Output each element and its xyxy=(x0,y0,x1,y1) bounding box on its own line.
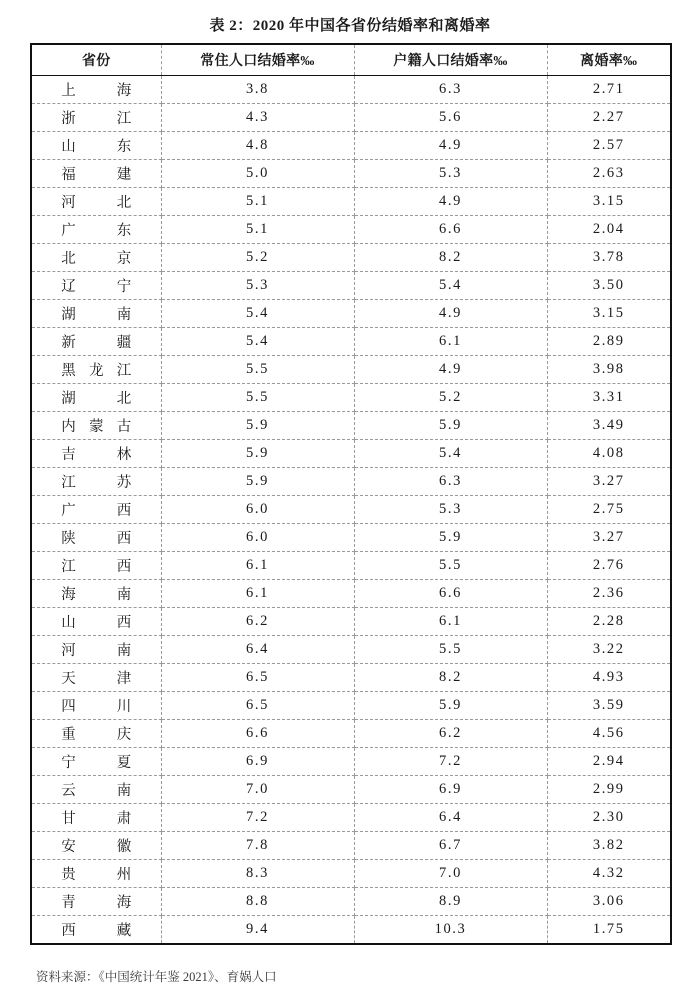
cell-resident-marriage-rate xyxy=(161,776,354,804)
value-text: 2.36 xyxy=(592,585,625,601)
cell-province xyxy=(31,216,161,244)
cell-registered-marriage-rate xyxy=(354,636,547,664)
value-text: 6.2 xyxy=(439,725,462,741)
cell-registered-marriage-rate xyxy=(354,104,547,132)
cell-province xyxy=(31,468,161,496)
table-row xyxy=(31,132,671,160)
table-row xyxy=(31,468,671,496)
value-text: 2.99 xyxy=(592,781,625,797)
province-label: 上 海 xyxy=(61,83,132,99)
cell-province xyxy=(31,552,161,580)
value-text: 7.8 xyxy=(246,837,269,853)
table-row xyxy=(31,748,671,776)
cell-divorce-rate xyxy=(547,664,671,692)
value-text: 3.27 xyxy=(592,473,625,489)
source-note: 资料来源：《中国统计年鉴 2021》、育娲人口 xyxy=(36,970,277,984)
table-row xyxy=(31,524,671,552)
cell-province xyxy=(31,412,161,440)
province-label: 山 西 xyxy=(61,615,132,631)
value-text: 5.2 xyxy=(439,389,462,405)
cell-province xyxy=(31,888,161,916)
table-row xyxy=(31,832,671,860)
cell-registered-marriage-rate xyxy=(354,412,547,440)
value-text: 6.0 xyxy=(246,501,269,517)
cell-resident-marriage-rate xyxy=(161,468,354,496)
cell-province xyxy=(31,384,161,412)
value-text: 5.5 xyxy=(246,389,269,405)
cell-resident-marriage-rate xyxy=(161,748,354,776)
cell-registered-marriage-rate xyxy=(354,384,547,412)
cell-province xyxy=(31,776,161,804)
value-text: 3.15 xyxy=(592,305,625,321)
province-label: 河 北 xyxy=(61,195,132,211)
cell-registered-marriage-rate xyxy=(354,664,547,692)
cell-divorce-rate xyxy=(547,832,671,860)
cell-province xyxy=(31,692,161,720)
cell-registered-marriage-rate xyxy=(354,832,547,860)
cell-registered-marriage-rate xyxy=(354,916,547,945)
table-row xyxy=(31,692,671,720)
cell-registered-marriage-rate xyxy=(354,160,547,188)
value-text: 2.63 xyxy=(592,165,625,181)
value-text: 8.2 xyxy=(439,669,462,685)
cell-resident-marriage-rate xyxy=(161,160,354,188)
value-text: 1.75 xyxy=(592,921,625,937)
value-text: 2.27 xyxy=(592,109,625,125)
cell-province xyxy=(31,160,161,188)
value-text: 7.0 xyxy=(439,865,462,881)
cell-divorce-rate xyxy=(547,720,671,748)
cell-divorce-rate xyxy=(547,888,671,916)
table-row xyxy=(31,860,671,888)
value-text: 5.4 xyxy=(246,305,269,321)
value-text: 5.9 xyxy=(246,445,269,461)
value-text: 6.4 xyxy=(439,809,462,825)
table-header-row xyxy=(31,44,671,76)
cell-resident-marriage-rate xyxy=(161,272,354,300)
cell-divorce-rate xyxy=(547,468,671,496)
value-text: 6.0 xyxy=(246,529,269,545)
cell-divorce-rate xyxy=(547,804,671,832)
column-header-resident-marriage-rate: 常住人口结婚率‰ xyxy=(161,44,354,76)
value-text: 5.4 xyxy=(246,333,269,349)
value-text: 3.50 xyxy=(592,277,625,293)
value-text: 6.3 xyxy=(439,473,462,489)
cell-resident-marriage-rate xyxy=(161,804,354,832)
province-label: 天 津 xyxy=(61,671,132,687)
cell-divorce-rate xyxy=(547,860,671,888)
value-text: 3.82 xyxy=(592,837,625,853)
cell-registered-marriage-rate xyxy=(354,272,547,300)
cell-divorce-rate xyxy=(547,524,671,552)
cell-resident-marriage-rate xyxy=(161,580,354,608)
value-text: 5.9 xyxy=(246,473,269,489)
cell-province xyxy=(31,804,161,832)
value-text: 5.9 xyxy=(246,417,269,433)
cell-divorce-rate xyxy=(547,76,671,104)
cell-registered-marriage-rate xyxy=(354,76,547,104)
table-row xyxy=(31,552,671,580)
table-header xyxy=(31,44,671,76)
cell-registered-marriage-rate xyxy=(354,776,547,804)
province-label: 云 南 xyxy=(61,783,132,799)
table-row xyxy=(31,356,671,384)
value-text: 4.56 xyxy=(592,725,625,741)
cell-resident-marriage-rate xyxy=(161,720,354,748)
cell-divorce-rate xyxy=(547,160,671,188)
cell-divorce-rate xyxy=(547,636,671,664)
value-text: 3.27 xyxy=(592,529,625,545)
cell-province xyxy=(31,440,161,468)
cell-resident-marriage-rate xyxy=(161,916,354,945)
province-label: 福 建 xyxy=(61,167,132,183)
cell-registered-marriage-rate xyxy=(354,580,547,608)
table-row xyxy=(31,384,671,412)
value-text: 2.57 xyxy=(592,137,625,153)
value-text: 8.2 xyxy=(439,249,462,265)
province-label: 安 徽 xyxy=(61,839,132,855)
value-text: 6.9 xyxy=(439,781,462,797)
value-text: 5.6 xyxy=(439,109,462,125)
table-body xyxy=(31,76,671,945)
value-text: 6.1 xyxy=(246,557,269,573)
value-text: 6.1 xyxy=(439,333,462,349)
province-label: 广 东 xyxy=(61,223,132,239)
value-text: 3.78 xyxy=(592,249,625,265)
province-label: 山 东 xyxy=(61,139,132,155)
cell-registered-marriage-rate xyxy=(354,468,547,496)
cell-resident-marriage-rate xyxy=(161,440,354,468)
value-text: 2.71 xyxy=(592,81,625,97)
table-row xyxy=(31,188,671,216)
cell-resident-marriage-rate xyxy=(161,888,354,916)
cell-resident-marriage-rate xyxy=(161,76,354,104)
province-label: 四 川 xyxy=(61,699,132,715)
province-label: 内蒙古 xyxy=(61,419,132,435)
value-text: 8.8 xyxy=(246,893,269,909)
cell-registered-marriage-rate xyxy=(354,440,547,468)
cell-registered-marriage-rate xyxy=(354,860,547,888)
table-row xyxy=(31,272,671,300)
table-row xyxy=(31,160,671,188)
value-text: 5.2 xyxy=(246,249,269,265)
value-text: 5.4 xyxy=(439,445,462,461)
cell-resident-marriage-rate xyxy=(161,832,354,860)
value-text: 3.49 xyxy=(592,417,625,433)
value-text: 4.93 xyxy=(592,669,625,685)
table-row xyxy=(31,608,671,636)
value-text: 5.4 xyxy=(439,277,462,293)
cell-registered-marriage-rate xyxy=(354,300,547,328)
cell-registered-marriage-rate xyxy=(354,132,547,160)
value-text: 5.9 xyxy=(439,529,462,545)
value-text: 7.0 xyxy=(246,781,269,797)
cell-registered-marriage-rate xyxy=(354,524,547,552)
cell-resident-marriage-rate xyxy=(161,524,354,552)
value-text: 2.04 xyxy=(592,221,625,237)
cell-resident-marriage-rate xyxy=(161,636,354,664)
cell-divorce-rate xyxy=(547,188,671,216)
cell-province xyxy=(31,188,161,216)
province-label: 广 西 xyxy=(61,503,132,519)
value-text: 6.6 xyxy=(246,725,269,741)
province-label: 海 南 xyxy=(61,587,132,603)
column-header-province: 省份 xyxy=(31,44,161,76)
province-label: 黑龙江 xyxy=(61,363,132,379)
cell-registered-marriage-rate xyxy=(354,328,547,356)
value-text: 5.3 xyxy=(246,277,269,293)
cell-resident-marriage-rate xyxy=(161,244,354,272)
table-row xyxy=(31,104,671,132)
value-text: 3.98 xyxy=(592,361,625,377)
cell-resident-marriage-rate xyxy=(161,552,354,580)
table-row xyxy=(31,76,671,104)
marriage-divorce-rate-table xyxy=(30,43,672,945)
value-text: 6.7 xyxy=(439,837,462,853)
value-text: 8.9 xyxy=(439,893,462,909)
cell-divorce-rate xyxy=(547,552,671,580)
cell-province xyxy=(31,748,161,776)
cell-province xyxy=(31,860,161,888)
cell-province xyxy=(31,244,161,272)
cell-resident-marriage-rate xyxy=(161,496,354,524)
table-row xyxy=(31,580,671,608)
value-text: 2.30 xyxy=(592,809,625,825)
value-text: 6.3 xyxy=(439,81,462,97)
cell-divorce-rate xyxy=(547,216,671,244)
value-text: 3.22 xyxy=(592,641,625,657)
cell-registered-marriage-rate xyxy=(354,496,547,524)
cell-province xyxy=(31,720,161,748)
value-text: 5.5 xyxy=(439,557,462,573)
value-text: 2.76 xyxy=(592,557,625,573)
province-label: 青 海 xyxy=(61,895,132,911)
cell-province xyxy=(31,104,161,132)
value-text: 4.3 xyxy=(246,109,269,125)
cell-divorce-rate xyxy=(547,104,671,132)
table-row xyxy=(31,440,671,468)
value-text: 4.08 xyxy=(592,445,625,461)
cell-province xyxy=(31,664,161,692)
cell-province xyxy=(31,76,161,104)
value-text: 5.9 xyxy=(439,417,462,433)
value-text: 2.89 xyxy=(592,333,625,349)
value-text: 5.3 xyxy=(439,501,462,517)
cell-registered-marriage-rate xyxy=(354,692,547,720)
value-text: 6.6 xyxy=(439,585,462,601)
cell-province xyxy=(31,328,161,356)
value-text: 6.2 xyxy=(246,613,269,629)
value-text: 4.32 xyxy=(592,865,625,881)
cell-resident-marriage-rate xyxy=(161,356,354,384)
province-label: 贵 州 xyxy=(61,867,132,883)
province-label: 辽 宁 xyxy=(61,279,132,295)
value-text: 5.5 xyxy=(439,641,462,657)
value-text: 4.9 xyxy=(439,305,462,321)
table-row xyxy=(31,244,671,272)
cell-registered-marriage-rate xyxy=(354,244,547,272)
value-text: 2.94 xyxy=(592,753,625,769)
value-text: 8.3 xyxy=(246,865,269,881)
cell-province xyxy=(31,832,161,860)
cell-resident-marriage-rate xyxy=(161,692,354,720)
cell-registered-marriage-rate xyxy=(354,804,547,832)
table-row xyxy=(31,664,671,692)
cell-divorce-rate xyxy=(547,384,671,412)
value-text: 5.1 xyxy=(246,193,269,209)
value-text: 5.9 xyxy=(439,697,462,713)
cell-divorce-rate xyxy=(547,916,671,945)
cell-divorce-rate xyxy=(547,440,671,468)
cell-divorce-rate xyxy=(547,776,671,804)
column-header-registered-marriage-rate: 户籍人口结婚率‰ xyxy=(354,44,547,76)
table-row xyxy=(31,916,671,945)
cell-registered-marriage-rate xyxy=(354,748,547,776)
value-text: 5.1 xyxy=(246,221,269,237)
value-text: 3.15 xyxy=(592,193,625,209)
cell-province xyxy=(31,496,161,524)
cell-province xyxy=(31,608,161,636)
cell-divorce-rate xyxy=(547,328,671,356)
province-label: 浙 江 xyxy=(61,111,132,127)
cell-divorce-rate xyxy=(547,272,671,300)
column-header-divorce-rate: 离婚率‰ xyxy=(547,44,671,76)
value-text: 3.06 xyxy=(592,893,625,909)
value-text: 7.2 xyxy=(246,809,269,825)
value-text: 3.8 xyxy=(246,81,269,97)
cell-province xyxy=(31,356,161,384)
value-text: 6.9 xyxy=(246,753,269,769)
cell-province xyxy=(31,524,161,552)
table-row xyxy=(31,328,671,356)
value-text: 5.0 xyxy=(246,165,269,181)
value-text: 6.4 xyxy=(246,641,269,657)
value-text: 4.9 xyxy=(439,361,462,377)
province-label: 江 西 xyxy=(61,559,132,575)
value-text: 6.5 xyxy=(246,697,269,713)
province-label: 北 京 xyxy=(61,251,132,267)
cell-province xyxy=(31,916,161,945)
cell-divorce-rate xyxy=(547,412,671,440)
province-label: 重 庆 xyxy=(61,727,132,743)
value-text: 10.3 xyxy=(434,921,467,937)
province-label: 河 南 xyxy=(61,643,132,659)
cell-divorce-rate xyxy=(547,580,671,608)
value-text: 6.5 xyxy=(246,669,269,685)
value-text: 2.75 xyxy=(592,501,625,517)
value-text: 6.1 xyxy=(439,613,462,629)
province-label: 陕 西 xyxy=(61,531,132,547)
province-label: 西 藏 xyxy=(61,923,132,939)
cell-resident-marriage-rate xyxy=(161,300,354,328)
table-row xyxy=(31,720,671,748)
cell-divorce-rate xyxy=(547,608,671,636)
cell-registered-marriage-rate xyxy=(354,356,547,384)
value-text: 3.31 xyxy=(592,389,625,405)
value-text: 3.59 xyxy=(592,697,625,713)
province-label: 湖 南 xyxy=(61,307,132,323)
province-label: 甘 肃 xyxy=(61,811,132,827)
value-text: 5.3 xyxy=(439,165,462,181)
value-text: 5.5 xyxy=(246,361,269,377)
value-text: 2.28 xyxy=(592,613,625,629)
cell-registered-marriage-rate xyxy=(354,188,547,216)
cell-registered-marriage-rate xyxy=(354,888,547,916)
cell-registered-marriage-rate xyxy=(354,552,547,580)
value-text: 6.6 xyxy=(439,221,462,237)
cell-resident-marriage-rate xyxy=(161,664,354,692)
cell-province xyxy=(31,272,161,300)
table-row xyxy=(31,412,671,440)
cell-resident-marriage-rate xyxy=(161,216,354,244)
province-label: 吉 林 xyxy=(61,447,132,463)
cell-divorce-rate xyxy=(547,692,671,720)
cell-registered-marriage-rate xyxy=(354,608,547,636)
cell-resident-marriage-rate xyxy=(161,104,354,132)
value-text: 4.8 xyxy=(246,137,269,153)
cell-resident-marriage-rate xyxy=(161,412,354,440)
cell-resident-marriage-rate xyxy=(161,860,354,888)
cell-divorce-rate xyxy=(547,748,671,776)
table-row xyxy=(31,300,671,328)
cell-registered-marriage-rate xyxy=(354,720,547,748)
cell-resident-marriage-rate xyxy=(161,608,354,636)
table-row xyxy=(31,496,671,524)
cell-divorce-rate xyxy=(547,300,671,328)
cell-resident-marriage-rate xyxy=(161,328,354,356)
cell-divorce-rate xyxy=(547,132,671,160)
cell-resident-marriage-rate xyxy=(161,132,354,160)
cell-divorce-rate xyxy=(547,244,671,272)
value-text: 4.9 xyxy=(439,137,462,153)
cell-province xyxy=(31,580,161,608)
province-label: 新 疆 xyxy=(61,335,132,351)
table-row xyxy=(31,888,671,916)
province-label: 湖 北 xyxy=(61,391,132,407)
cell-divorce-rate xyxy=(547,496,671,524)
value-text: 6.1 xyxy=(246,585,269,601)
table-row xyxy=(31,776,671,804)
value-text: 7.2 xyxy=(439,753,462,769)
cell-registered-marriage-rate xyxy=(354,216,547,244)
table-row xyxy=(31,804,671,832)
cell-divorce-rate xyxy=(547,356,671,384)
value-text: 9.4 xyxy=(246,921,269,937)
table-row xyxy=(31,636,671,664)
page-title: 表 2：2020 年中国各省份结婚率和离婚率 xyxy=(209,18,491,34)
cell-province xyxy=(31,132,161,160)
province-label: 江 苏 xyxy=(61,475,132,491)
value-text: 4.9 xyxy=(439,193,462,209)
cell-province xyxy=(31,636,161,664)
province-label: 宁 夏 xyxy=(61,755,132,771)
cell-province xyxy=(31,300,161,328)
table-row xyxy=(31,216,671,244)
cell-resident-marriage-rate xyxy=(161,188,354,216)
cell-resident-marriage-rate xyxy=(161,384,354,412)
